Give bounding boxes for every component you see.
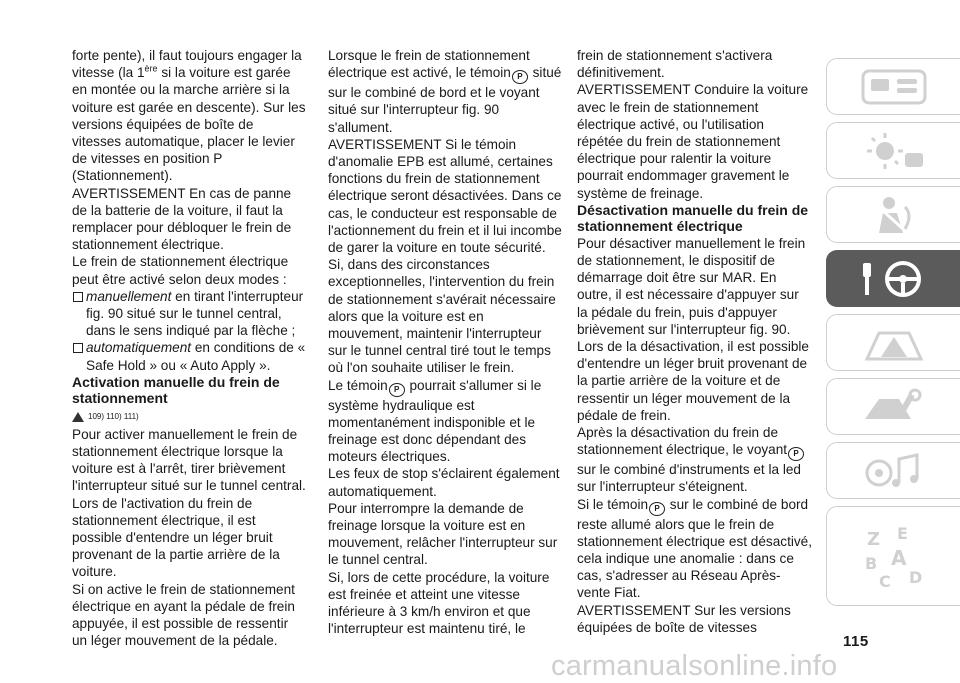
parking-brake-lamp-icon: P (512, 70, 528, 84)
svg-text:D: D (908, 568, 922, 587)
paragraph: Pour activer manuellement le frein de stationnement électrique lorsque la voiture est à l'arrêt, tirer brièvement l'interrupteur situé sur le tunnel central. (72, 426, 306, 494)
paragraph: Le frein de stationnement électrique peut être activé selon deux modes : (72, 254, 289, 287)
text-column-1 (72, 47, 306, 650)
paragraph: Lors de la désactivation, il est possible d'entendre un léger bruit provenant de la partie arrière de la voiture et de ressentir un léger mouvement de la pédale de frein. (577, 339, 809, 423)
paragraph: Lorsque le frein de stationnement électrique est activé, le témoin P situé sur le combiné de bord et le voyant situé sur l'interrupteur fig. 90 s'allument. (328, 48, 562, 135)
paragraph: AVERTISSEMENT Si le témoin d'anomalie EPB est allumé, certaines fonctions du frein de stationnement électrique seront désactivées. Dans ce cas, le conducteur est responsable de l'actionnement du frein et il lui incombe de garer la voiture en toute sécurité. (328, 136, 562, 256)
text-column-3 (577, 47, 813, 636)
starting-driving-icon (859, 257, 929, 301)
section-heading: Désactivation manuelle du frein de stationnement électrique (577, 201, 809, 235)
svg-text:B: B (864, 554, 877, 573)
tab-maintenance[interactable] (826, 378, 960, 435)
paragraph: Pour interrompre la demande de freinage lorsque la voiture est en mouvement, relâcher l'interrupteur sur le tunnel central. (328, 500, 558, 568)
svg-text:A: A (890, 546, 906, 570)
page-number: 115 (843, 633, 869, 650)
section-heading: Activation manuelle du frein de stationnement (72, 373, 280, 407)
paragraph: AVERTISSEMENT Sur les versions équipées de boîte de vitesses (577, 602, 791, 635)
warning-references: 109) 110) 111) (72, 409, 306, 425)
paragraph: Après la désactivation du frein de stationnement électrique, le voyant P sur le combiné d'instruments et la led sur l'interrupteur s'éteignent. (577, 424, 813, 496)
tab-emergency[interactable] (826, 314, 960, 371)
svg-text:C: C (878, 572, 891, 591)
paragraph: AVERTISSEMENT En cas de panne de la batterie de la voiture, il faut la remplacer pour débloquer le frein de stationnement électrique. (72, 185, 292, 253)
tab-starting-driving[interactable] (826, 250, 960, 307)
paragraph: Pour désactiver manuellement le frein de stationnement, le dispositif de démarrage doit être sur MAR. En outre, il est nécessaire d'appuyer sur la pédale du frein, puis d'appuyer brièvement sur l'interrupteur fig. 90. (577, 235, 806, 337)
paragraph: Si, lors de cette procédure, la voiture est freinée et atteint une vitesse inférieure à 3 km/h environ et que l'interrupteur est maintenu tiré, le (328, 569, 550, 637)
paragraph: Si on active le frein de stationnement électrique en ayant la pédale de frein appuyée, il est possible de ressentir un léger mouvement de la pédale. (72, 581, 295, 649)
svg-text:Z: Z (866, 529, 880, 550)
text-column-2 (328, 47, 562, 638)
paragraph: Si, dans des circonstances exceptionnelles, l'intervention du frein de stationnement s'avérait nécessaire alors que la voiture est en mouvement, maintenir l'interrupteur sur le tunnel central tiré tout le temps où l'on souhaite utiliser le frein. (328, 257, 556, 376)
list-item: manuellement en tirant l'interrupteur fig. 90 situé sur le tunnel central, dans le sens indiqué par la flèche ; (72, 288, 306, 340)
tab-multimedia[interactable] (826, 442, 960, 499)
dashboard-icon (859, 65, 929, 109)
paragraph: Les feux de stop s'éclairent également automatiquement. (328, 466, 560, 499)
multimedia-icon (859, 449, 929, 493)
tab-index[interactable] (826, 506, 960, 606)
paragraph: Si le témoin P sur le combiné de bord reste allumé alors que le frein de stationnement électrique est désactivé, cela indique une anomalie : dans ce cas, s'adresser au Réseau Après-vente Fiat. (577, 496, 813, 601)
list-item: automatiquement en conditions de « Safe Hold » ou « Auto Apply ». (72, 339, 306, 373)
watermark: carmanualsonline.info (551, 650, 838, 682)
tab-safety[interactable] (826, 186, 960, 243)
parking-brake-lamp-icon: P (389, 383, 405, 397)
maintenance-icon (859, 385, 929, 429)
lights-icon (859, 129, 929, 173)
paragraph: AVERTISSEMENT Conduire la voiture avec le frein de stationnement électrique activé, ou l'utilisation répétée du frein de stationnement électrique pour ralentir la voiture pourrait endommager gravement le système de freinage. (577, 82, 809, 201)
chapter-tabs (826, 58, 960, 622)
parking-brake-lamp-icon: P (649, 502, 665, 516)
paragraph: forte pente), il faut toujours engager la vitesse (la 1ère si la voiture est garée en montée ou la marche arrière si la voiture est garée en descente). Sur les versions équipées de boîte de vitesses automatique, placer le levier de vitesses en position P (Stationnement). (72, 48, 306, 184)
paragraph: Lors de l'activation du frein de stationnement électrique, il est possible d'entendre un léger bruit provenant de la partie arrière de la voiture. (72, 495, 280, 580)
paragraph: Le témoin P pourrait s'allumer si le système hydraulique est momentanément indisponible et le freinage est donc dépendant des moteurs électriques. (328, 377, 542, 465)
tab-dashboard[interactable] (826, 58, 960, 115)
safety-icon (859, 193, 929, 237)
tab-lights[interactable] (826, 122, 960, 179)
paragraph: frein de stationnement s'activera définitivement. (577, 48, 773, 81)
warning-emergency-icon (859, 321, 929, 365)
svg-text:E: E (896, 524, 908, 543)
warning-triangle-icon (72, 412, 84, 422)
parking-brake-lamp-icon: P (788, 447, 804, 461)
index-icon (859, 521, 929, 591)
